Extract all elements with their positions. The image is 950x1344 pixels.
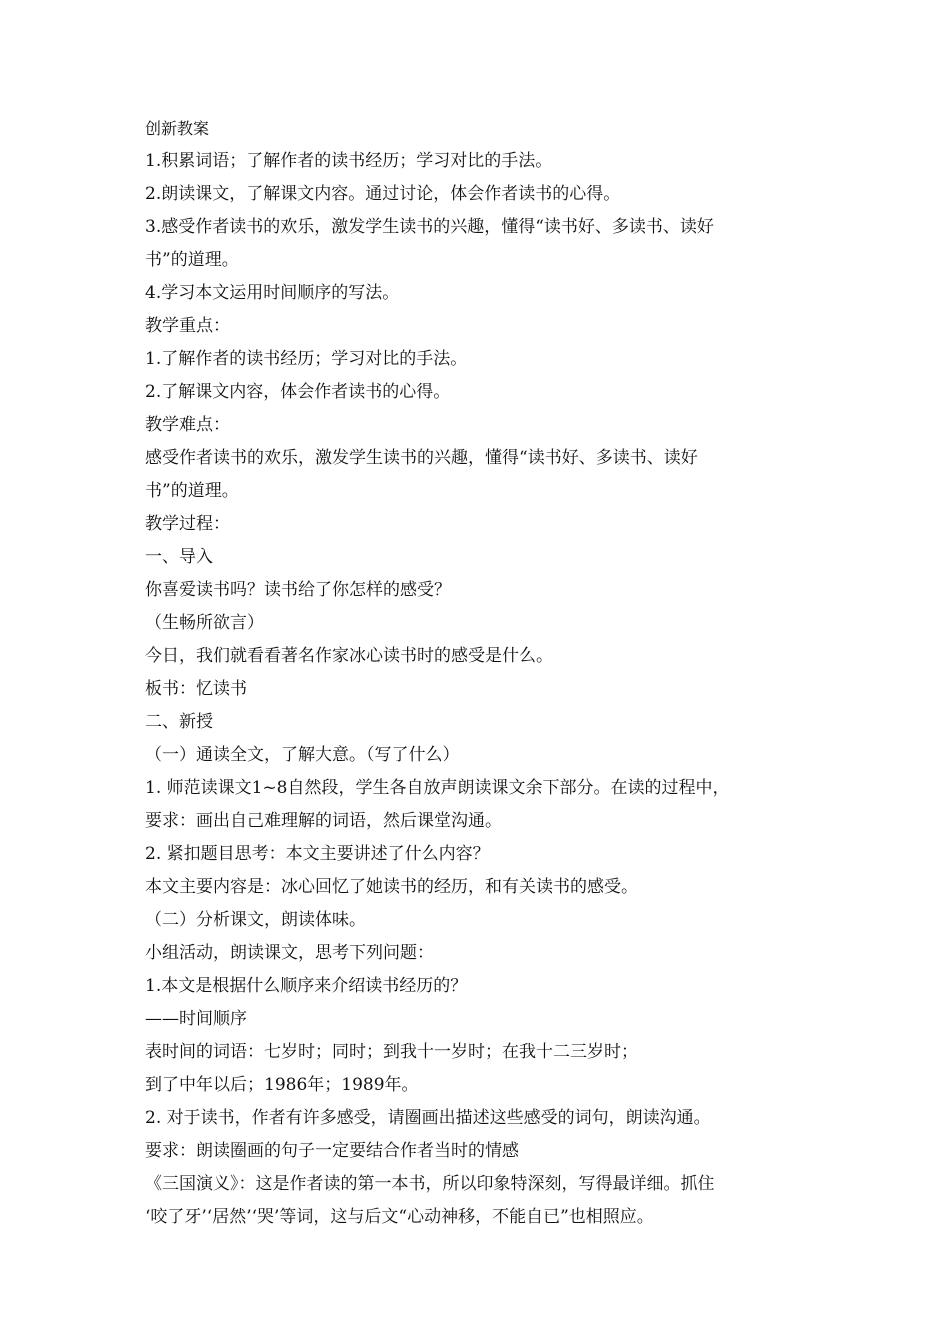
- analysis-text-continued: ‘咬了牙’‘居然’‘哭’等词，这与后文“心动神移，不能自已”也相照应。: [145, 1207, 654, 1227]
- time-words-continued: 到了中年以后；1986年；1989年。: [145, 1075, 419, 1095]
- answer-1: ——时间顺序: [145, 1009, 247, 1029]
- analysis-text: 《三国演义》：这是作者读的第一本书，所以印象特深刻，写得最详细。抓住: [145, 1174, 715, 1194]
- blackboard-note: 板书：忆读书: [145, 679, 247, 699]
- step-1-requirement: 要求：画出自己难理解的词语，然后课堂沟通。: [145, 811, 502, 831]
- question-1: 1.本文是根据什么顺序来介绍读书经历的？: [145, 976, 468, 996]
- group-activity: 小组活动，朗读课文，思考下列问题：: [145, 943, 434, 963]
- difficulties-heading: 教学难点：: [145, 415, 230, 435]
- step-1: 1. 师范读课文1~8自然段，学生各自放声朗读课文余下部分。在读的过程中，: [145, 778, 730, 798]
- section-introduction: 一、导入: [145, 547, 213, 567]
- document-title: 创新教案: [145, 119, 210, 138]
- section-new-lesson: 二、新授: [145, 712, 213, 732]
- objective-2: 2.朗读课文，了解课文内容。通过讨论，体会作者读书的心得。: [145, 184, 621, 204]
- difficulty-text: 感受作者读书的欢乐，激发学生读书的兴趣，懂得“读书好、多读书、读好: [145, 448, 698, 468]
- question-2: 2. 对于读书，作者有许多感受，请圈画出描述这些感受的词句，朗读沟通。: [145, 1108, 711, 1128]
- intro-note: （生畅所欲言）: [145, 613, 264, 633]
- key-points-heading: 教学重点：: [145, 316, 230, 336]
- objective-3-continued: 书”的道理。: [145, 250, 239, 270]
- objective-1: 1.积累词语；了解作者的读书经历；学习对比的手法。: [145, 151, 553, 171]
- intro-question: 你喜爱读书吗？读书给了你怎样的感受？: [145, 580, 451, 600]
- lesson-plan-text: [145, 112, 815, 1234]
- subsection-1: （一）通读全文，了解大意。（写了什么）: [145, 745, 460, 765]
- subsection-2: （二）分析课文，朗读体味。: [145, 910, 366, 930]
- difficulty-text-continued: 书”的道理。: [145, 481, 239, 501]
- question-2-requirement: 要求：朗读圈画的句子一定要结合作者当时的情感: [145, 1141, 519, 1161]
- intro-statement: 今日，我们就看看著名作家冰心读书时的感受是什么。: [145, 646, 553, 666]
- objective-4: 4.学习本文运用时间顺序的写法。: [145, 283, 400, 303]
- time-words: 表时间的词语：七岁时；同时；到我十一岁时；在我十二三岁时；: [145, 1042, 638, 1062]
- objective-3: 3.感受作者读书的欢乐，激发学生读书的兴趣，懂得“读书好、多读书、读好: [145, 217, 714, 237]
- process-heading: 教学过程：: [145, 514, 230, 534]
- key-point-2: 2.了解课文内容，体会作者读书的心得。: [145, 382, 451, 402]
- main-content-summary: 本文主要内容是：冰心回忆了她读书的经历，和有关读书的感受。: [145, 877, 638, 897]
- step-2: 2. 紧扣题目思考：本文主要讲述了什么内容？: [145, 844, 490, 864]
- key-point-1: 1.了解作者的读书经历；学习对比的手法。: [145, 349, 468, 369]
